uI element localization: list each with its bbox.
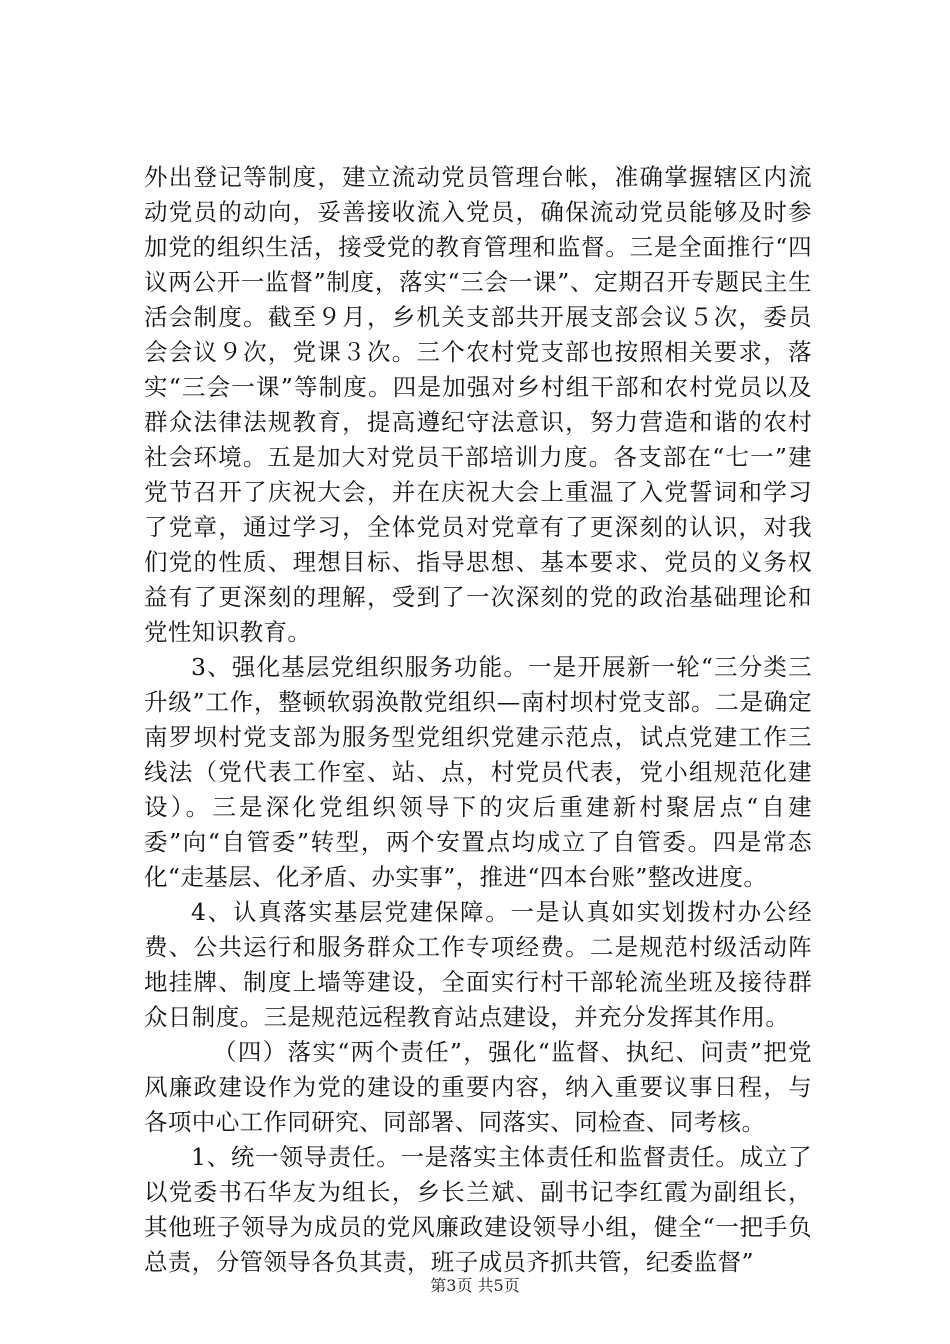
page-footer: 第3页 共5页 [430, 1276, 520, 1295]
paragraph-item-4: 4、认真落实基层党建保障。一是认真如实划拨村办公经费、公共运行和服务群众工作专项经费。二是规范村级活动阵地挂牌、制度上墙等建设，全面实行村干部轮流坐班及接待群众日制度。三是规范远程教育站点建设，并充分发挥其作用。 [144, 898, 812, 1031]
paragraph-item-3: 3、强化基层党组织服务功能。一是开展新一轮“三分类三升级”工作，整顿软弱涣散党组织—南村坝村党支部。二是确定南罗坝村党支部为服务型党组织党建示范点，试点党建工作三线法（党代表工作室、站、点，村党员代表，党小组规范化建设）。三是深化党组织领导下的灾后重建新村聚居点“自建委”向“自管委”转型，两个安置点均成立了自管委。四是常态化“走基层、化矛盾、办实事”，推进“四本台账”整改进度。 [144, 653, 812, 891]
document-body [144, 160, 812, 1280]
paragraph-continued: 外出登记等制度，建立流动党员管理台帐，准确掌握辖区内流动党员的动向，妥善接收流入党员，确保流动党员能够及时参加党的组织生活，接受党的教育管理和监督。三是全面推行“四议两公开一监督”制度，落实“三会一课”、定期召开专题民主生活会制度。截至９月，乡机关支部共开展支部会议５次，委员会会议９次，党课３次。三个农村党支部也按照相关要求，落实“三会一课”等制度。四是加强对乡村组干部和农村党员以及群众法律法规教育，提高遵纪守法意识，努力营造和谐的农村社会环境。五是加大对党员干部培训力度。各支部在“七一”建党节召开了庆祝大会，并在庆祝大会上重温了入党誓词和学习了党章，通过学习，全体党员对党章有了更深刻的认识，对我们党的性质、理想目标、指导思想、基本要求、党员的义务权益有了更深刻的理解，受到了一次深刻的党的政治基础理论和党性知识教育。 [144, 163, 812, 646]
paragraph-item-1: 1、统一领导责任。一是落实主体责任和监督责任。成立了以党委书石华友为组长，乡长兰斌、副书记李红霞为副组长，其他班子领导为成员的党风廉政建设领导小组，健全“一把手负总责，分管领导各负其责，班子成员齐抓共管，纪委监督” [144, 1143, 812, 1276]
paragraph-section-4: （四）落实“两个责任”，强化“监督、执纪、问责”把党风廉政建设作为党的建设的重要内容，纳入重要议事日程，与各项中心工作同研究、同部署、同落实、同检查、同考核。 [144, 1038, 812, 1136]
